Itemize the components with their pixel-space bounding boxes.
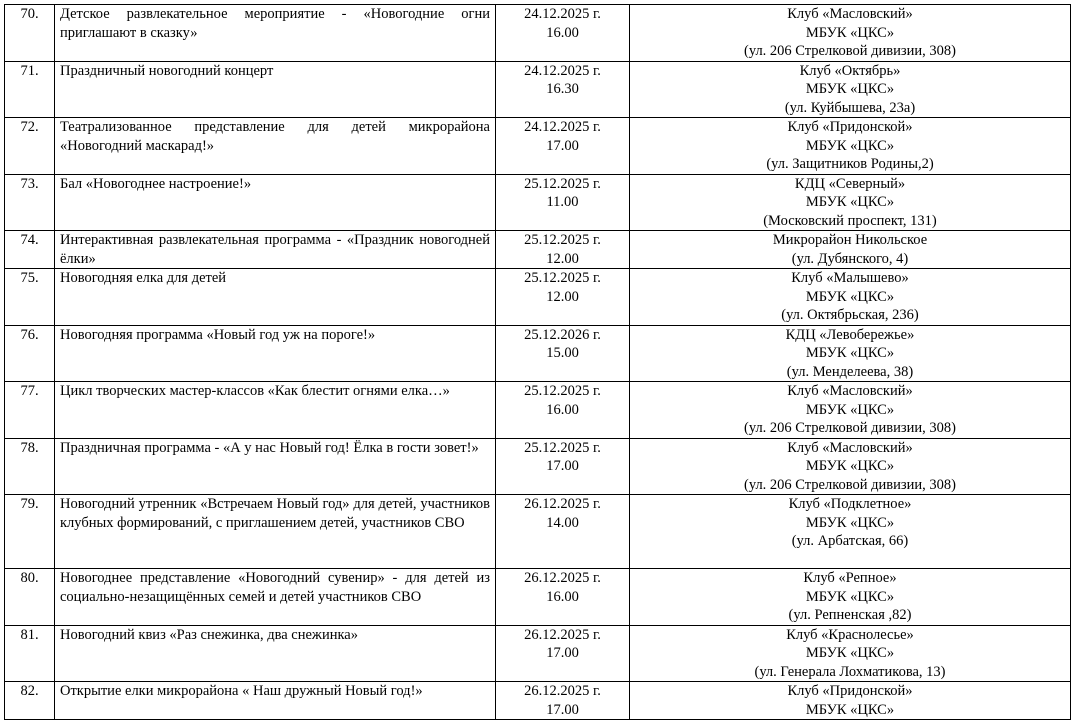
row-number: 73. — [5, 174, 55, 231]
location-address: (Московский проспект, 131) — [763, 212, 937, 229]
table-row — [5, 118, 1071, 175]
table-row — [5, 5, 1071, 62]
table-row — [5, 61, 1071, 118]
event-title: Праздничный новогодний концерт — [55, 61, 496, 118]
event-time: 12.00 — [546, 288, 579, 305]
event-date: 24.12.2025 г. — [524, 62, 601, 79]
event-datetime — [496, 438, 630, 495]
table-row — [5, 625, 1071, 682]
location-org: МБУК «ЦКС» — [805, 588, 895, 605]
location-address: (ул. 206 Стрелковой дивизии, 308) — [744, 420, 956, 436]
location-address: (ул. Защитников Родины,2) — [766, 156, 934, 172]
event-title: Новогоднее представление «Новогодний сувенир» - для детей из социально-незащищённых семей и детей участников СВО — [55, 569, 496, 626]
event-datetime — [496, 382, 630, 439]
event-title: Новогодняя елка для детей — [55, 269, 496, 326]
row-number: 72. — [5, 118, 55, 175]
table-row — [5, 382, 1071, 439]
event-time: 11.00 — [546, 194, 579, 210]
table-row — [5, 495, 1071, 569]
location-venue: Клуб «Краснолесье» — [786, 626, 914, 643]
row-number: 76. — [5, 325, 55, 382]
event-date: 26.12.2025 г. — [524, 626, 601, 643]
table-row — [5, 269, 1071, 326]
event-location — [630, 269, 1071, 326]
location-org: МБУК «ЦКС» — [805, 137, 895, 154]
event-date: 25.12.2025 г. — [524, 175, 601, 192]
event-date: 25.12.2025 г. — [524, 270, 601, 286]
event-datetime — [496, 325, 630, 382]
event-location — [630, 625, 1071, 682]
location-address: (ул. Генерала Лохматикова, 13) — [754, 663, 946, 680]
location-address: (ул. Дубянского, 4) — [791, 250, 909, 267]
location-org: МБУК «ЦКС» — [805, 81, 895, 97]
row-number: 81. — [5, 625, 55, 682]
event-time: 14.00 — [546, 514, 579, 531]
location-org: МБУК «ЦКС» — [805, 701, 895, 718]
location-venue: Микрорайон Никольское — [772, 232, 928, 248]
location-address: (ул. 206 Стрелковой дивизии, 308) — [744, 476, 956, 493]
event-location — [630, 569, 1071, 626]
event-title: Бал «Новогоднее настроение!» — [55, 174, 496, 231]
location-org: МБУК «ЦКС» — [805, 458, 895, 474]
location-address: (ул. 206 Стрелковой дивизии, 308) — [744, 43, 956, 59]
event-time: 16.00 — [546, 401, 579, 418]
event-time: 15.00 — [546, 345, 579, 361]
event-title: Театрализованное представление для детей микрорайона «Новогодний маскарад!» — [55, 118, 496, 175]
location-venue: Клуб «Придонской» — [787, 119, 913, 135]
location-org: МБУК «ЦКС» — [805, 401, 895, 418]
table-row — [5, 174, 1071, 231]
event-date: 26.12.2025 г. — [524, 496, 601, 512]
event-date: 26.12.2025 г. — [524, 683, 601, 699]
location-venue: Клуб «Репное» — [803, 570, 897, 586]
event-location — [630, 118, 1071, 175]
event-location — [630, 174, 1071, 231]
location-venue: Клуб «Подклетное» — [788, 496, 912, 512]
table-row — [5, 325, 1071, 382]
table-row — [5, 231, 1071, 269]
location-venue: Клуб «Октябрь» — [799, 62, 901, 79]
location-venue: Клуб «Масловский» — [787, 6, 913, 22]
event-datetime — [496, 269, 630, 326]
event-title: Праздничная программа - «А у нас Новый год! Ёлка в гости зовет!» — [55, 438, 496, 495]
row-number: 79. — [5, 495, 55, 569]
row-number: 70. — [5, 5, 55, 62]
row-number: 74. — [5, 231, 55, 269]
event-datetime — [496, 174, 630, 231]
event-location — [630, 325, 1071, 382]
location-address: (ул. Куйбышева, 23а) — [784, 99, 916, 116]
location-address: (ул. Арбатская, 66) — [791, 533, 909, 549]
event-location — [630, 61, 1071, 118]
event-location — [630, 231, 1071, 269]
location-address: (ул. Октябрьская, 236) — [781, 307, 919, 323]
event-location — [630, 682, 1071, 720]
events-table — [4, 4, 1071, 720]
event-datetime — [496, 682, 630, 720]
location-org: МБУК «ЦКС» — [805, 514, 895, 531]
event-datetime — [496, 61, 630, 118]
location-org: МБУК «ЦКС» — [805, 24, 895, 41]
location-venue: Клуб «Малышево» — [791, 270, 909, 286]
event-date: 25.12.2025 г. — [524, 232, 601, 248]
row-number: 77. — [5, 382, 55, 439]
event-location — [630, 5, 1071, 62]
events-table-body — [5, 5, 1071, 720]
event-location — [630, 495, 1071, 569]
event-datetime — [496, 495, 630, 569]
event-time: 16.00 — [546, 588, 579, 605]
location-venue: Клуб «Масловский» — [787, 383, 913, 399]
event-time: 17.00 — [546, 458, 579, 474]
event-time: 12.00 — [546, 250, 579, 267]
row-number: 80. — [5, 569, 55, 626]
table-row — [5, 682, 1071, 720]
row-number: 75. — [5, 269, 55, 326]
row-number: 78. — [5, 438, 55, 495]
location-venue: КДЦ «Северный» — [794, 175, 906, 192]
location-org: МБУК «ЦКС» — [805, 345, 895, 361]
event-date: 24.12.2025 г. — [524, 6, 601, 22]
event-title: Новогодняя программа «Новый год уж на пороге!» — [55, 325, 496, 382]
event-datetime — [496, 625, 630, 682]
location-org: МБУК «ЦКС» — [805, 288, 895, 305]
event-datetime — [496, 5, 630, 62]
event-time: 17.00 — [546, 701, 579, 718]
event-date: 25.12.2026 г. — [524, 326, 601, 343]
event-time: 17.00 — [546, 137, 579, 154]
table-row — [5, 569, 1071, 626]
event-title: Интерактивная развлекательная программа - «Праздник новогодней ёлки» — [55, 231, 496, 269]
event-title: Новогодний утренник «Встречаем Новый год» для детей, участников клубных формирований, с приглашением детей, участников СВО — [55, 495, 496, 569]
event-time: 16.00 — [546, 24, 579, 41]
event-title: Цикл творческих мастер-классов «Как блестит огнями елка…» — [55, 382, 496, 439]
location-org: МБУК «ЦКС» — [805, 194, 895, 210]
event-date: 24.12.2025 г. — [524, 119, 601, 135]
event-datetime — [496, 231, 630, 269]
location-venue: КДЦ «Левобережье» — [785, 326, 915, 343]
location-address: (ул. Репненская ,82) — [788, 607, 912, 623]
event-location — [630, 382, 1071, 439]
event-title: Детское развлекательное мероприятие - «Новогодние огни приглашают в сказку» — [55, 5, 496, 62]
event-date: 25.12.2025 г. — [524, 383, 601, 399]
event-title: Новогодний квиз «Раз снежинка, два снежинка» — [55, 625, 496, 682]
table-row — [5, 438, 1071, 495]
location-address: (ул. Менделеева, 38) — [786, 363, 914, 380]
event-title: Открытие елки микрорайона « Наш дружный Новый год!» — [55, 682, 496, 720]
event-location — [630, 438, 1071, 495]
location-venue: Клуб «Масловский» — [787, 439, 913, 456]
event-date: 26.12.2025 г. — [524, 570, 601, 586]
location-org: МБУК «ЦКС» — [805, 645, 895, 661]
event-datetime — [496, 569, 630, 626]
location-venue: Клуб «Придонской» — [787, 683, 913, 699]
event-date: 25.12.2025 г. — [524, 439, 601, 456]
row-number: 71. — [5, 61, 55, 118]
row-number: 82. — [5, 682, 55, 720]
event-datetime — [496, 118, 630, 175]
event-time: 17.00 — [546, 645, 579, 661]
event-time: 16.30 — [546, 81, 579, 97]
